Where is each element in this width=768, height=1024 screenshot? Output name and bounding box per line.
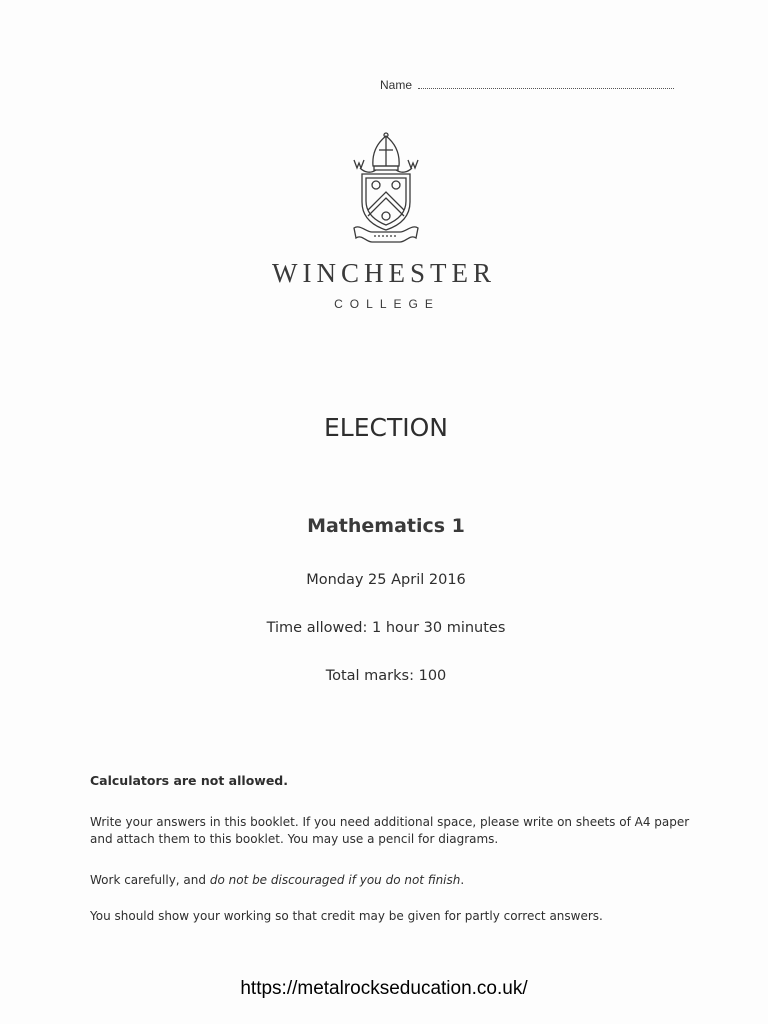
exam-date: Monday 25 April 2016 (306, 572, 466, 588)
work-carefully-prefix: Work carefully, and (90, 873, 210, 887)
write-answers-line-2: and attach them to this booklet. You may use a pencil for diagrams. (90, 832, 499, 846)
time-allowed: Time allowed: 1 hour 30 minutes (266, 620, 506, 636)
write-answers-line-1: Write your answers in this booklet. If you need additional space, please write on sheets of A4 paper (90, 815, 690, 829)
footer-url-link[interactable]: https://metalrockseducation.co.uk/ (240, 978, 528, 999)
show-working-instruction: You should show your working so that credit may be given for partly correct answers. (90, 909, 603, 923)
college-subtitle: COLLEGE (334, 297, 440, 311)
work-carefully-instruction (90, 872, 710, 889)
college-name: WINCHESTER (272, 258, 496, 288)
work-carefully-emphasis: do not be discouraged if you do not finish (209, 873, 461, 887)
name-label: Name (380, 78, 413, 92)
name-field (380, 78, 674, 92)
name-dotted-line (418, 80, 674, 89)
college-crest (346, 132, 426, 248)
total-marks: Total marks: 100 (325, 668, 447, 684)
write-answers-instruction (90, 814, 710, 848)
exam-title: ELECTION (324, 413, 448, 442)
calculator-instruction: Calculators are not allowed. (90, 773, 288, 788)
winchester-college-crest-icon (346, 132, 426, 248)
exam-subject: Mathematics 1 (307, 515, 465, 537)
work-carefully-suffix: . (460, 873, 465, 887)
